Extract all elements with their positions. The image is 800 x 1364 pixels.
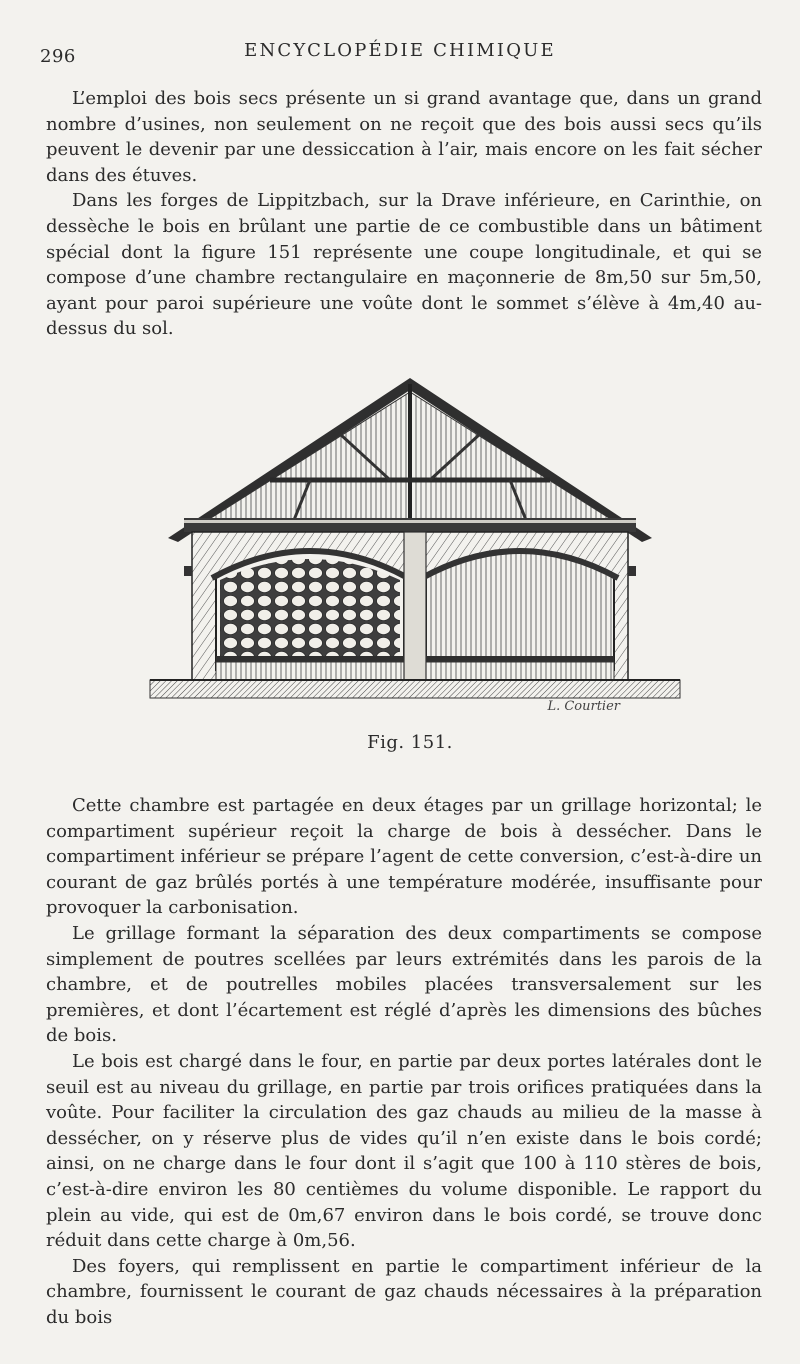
running-title: ENCYCLOPÉDIE CHIMIQUE [244, 40, 556, 61]
paragraph: Le bois est chargé dans le four, en partie par deux portes latérales dont le seuil est au niveau du grillage, en partie par trois orifices pratiquées dans la voûte. Pour faciliter la circulation des gaz chauds au milieu de la masse à dessécher, on y réserve plus de vides qu’il n’en existe dans le bois cordé; ainsi, on ne charge dans le four dont il s’agit que 100 à 110 stères de bois, c’est-à-dire environ les 80 centièmes du volume disponible. Le rapport du plein au vide, qui est de 0m,67 environ dans le bois cordé, se trouve donc réduit dans cette charge à 0m,56. [46, 1050, 762, 1252]
wood-logs [220, 559, 400, 658]
body-text-bottom [46, 793, 762, 1330]
figure-151 [120, 370, 700, 770]
empty-chamber [426, 553, 614, 671]
paragraph: Le grillage formant la séparation des deux compartiments se compose simplement de poutres scellées par leurs extrémités dans les parois de la chambre, et de poutrelles mobiles placées transversalement sur les premières, et dont l’écartement est réglé d’après les dimensions des bûches de bois. [46, 922, 762, 1047]
paragraph: Des foyers, qui remplissent en partie le compartiment inférieur de la chambre, fournissent le courant de gaz chauds nécessaires à la préparation du bois [46, 1255, 762, 1328]
page-number: 296 [40, 46, 76, 67]
ground-hatching [150, 680, 680, 698]
central-pier [404, 532, 426, 680]
paragraph: L’emploi des bois secs présente un si grand avantage que, dans un grand nombre d’usines, non seulement on ne reçoit que des bois aussi secs qu’ils peuvent le devenir par une dessiccation à l’air, mais encore on les fait sécher dans des étuves. [46, 88, 762, 186]
paragraph: Dans les forges de Lippitzbach, sur la Drave inférieure, en Carinthie, on dessèche le bois en brûlant une partie de ce combustible dans un bâtiment spécial dont la figure 151 représente une coupe longitudinale, et qui se compose d’une chambre rectangulaire en maçonnerie de 8m,50 sur 5m,50, ayant pour paroi supérieure une voûte dont le sommet s’élève à 4m,40 au-dessus du sol. [46, 190, 762, 340]
body-text-top [46, 86, 762, 342]
drying-shed-engraving [120, 370, 700, 715]
figure-caption: Fig. 151. [367, 732, 453, 753]
engraver-signature: L. Courtier [547, 699, 620, 714]
paragraph: Cette chambre est partagée en deux étages par un grillage horizontal; le compartiment supérieur reçoit la charge de bois à dessécher. Dans le compartiment inférieur se prépare l’agent de cette conversion, c’est-à-dire un courant de gaz brûlés portés à une température modérée, insuffisante pour provoquer la carbonisation. [46, 795, 762, 919]
page-header [40, 40, 760, 68]
